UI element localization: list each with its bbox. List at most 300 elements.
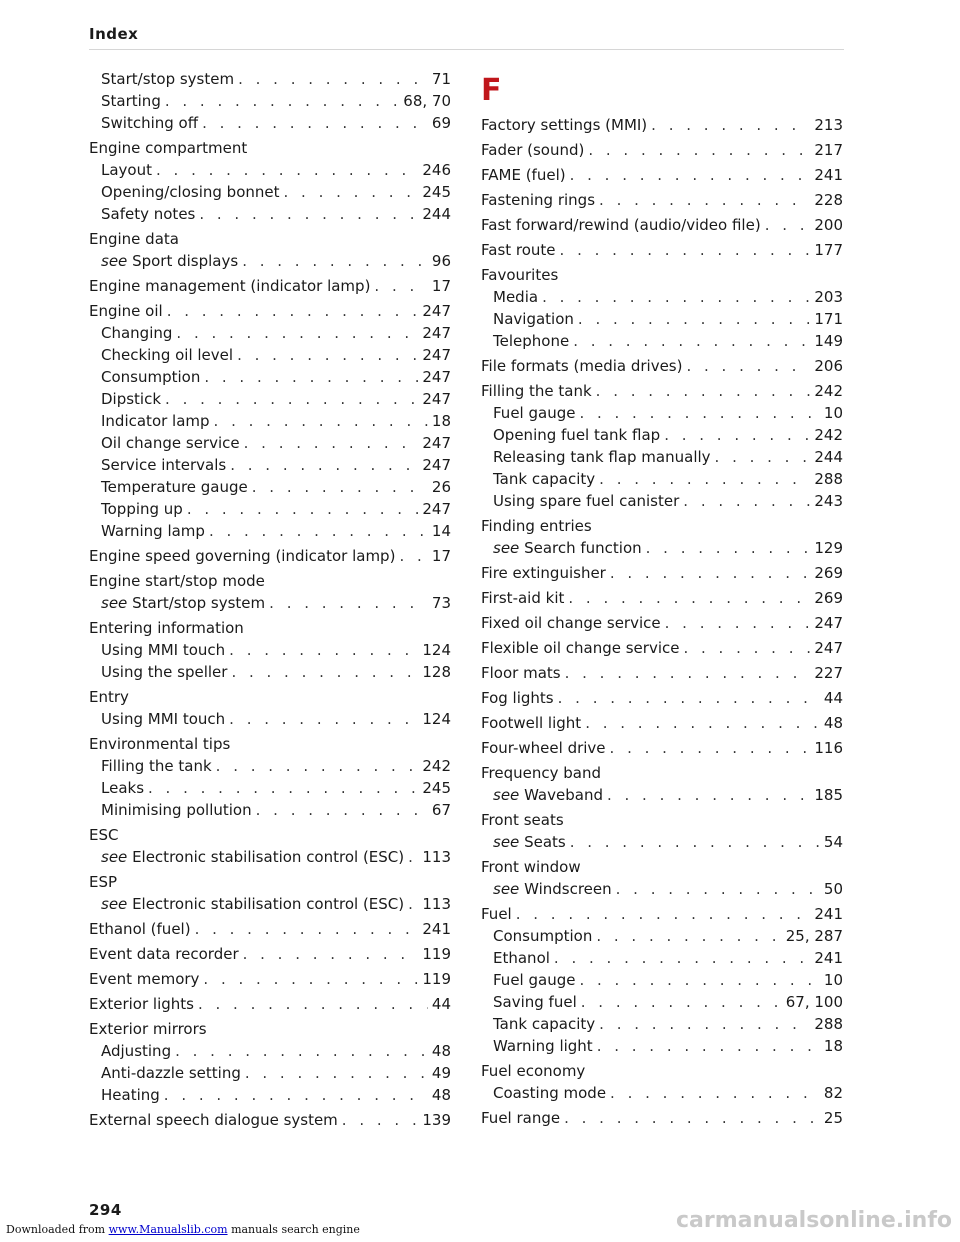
- dot-leader: [229, 708, 418, 730]
- entry-label: [101, 454, 226, 476]
- entry-page: 67: [431, 801, 451, 819]
- index-subentry: [481, 1013, 843, 1035]
- entry-page: 245: [422, 183, 451, 201]
- entry-text: Fastening rings: [481, 191, 596, 209]
- entry-label: [101, 476, 248, 498]
- entry-label: [101, 432, 240, 454]
- index-subentry: [89, 520, 451, 542]
- index-entry: [481, 1107, 843, 1129]
- entry-label: [101, 250, 238, 272]
- entry-text: Event memory: [89, 970, 200, 988]
- entry-label: [493, 424, 660, 446]
- entry-text: Dipstick: [101, 390, 162, 408]
- index-entries-right: [481, 114, 843, 1129]
- dot-leader: [165, 90, 399, 112]
- index-subentry: [89, 388, 451, 410]
- entry-text: Fader (sound): [481, 141, 585, 159]
- dot-leader: [284, 181, 419, 203]
- entry-text: Filling the tank: [101, 757, 212, 775]
- entry-label: [101, 592, 265, 614]
- entry-page: 217: [814, 141, 843, 159]
- entry-text: Indicator lamp: [101, 412, 210, 430]
- entry-text: Fuel gauge: [493, 971, 576, 989]
- entry-page: 247: [422, 500, 451, 518]
- entry-label: [101, 159, 152, 181]
- entry-page: 269: [814, 589, 843, 607]
- entry-text: Switching off: [101, 114, 199, 132]
- entry-label: [101, 777, 144, 799]
- entry-text: Temperature gauge: [101, 478, 248, 496]
- index-subentry: [89, 846, 451, 868]
- index-subentry: [89, 454, 451, 476]
- index-entry: [481, 114, 843, 136]
- dot-leader: [408, 893, 418, 915]
- entry-label: [481, 164, 566, 186]
- entry-page: 228: [814, 191, 843, 209]
- entry-page: 247: [422, 434, 451, 452]
- index-subentry: [481, 286, 843, 308]
- entry-page: 54: [823, 833, 843, 851]
- dot-leader: [599, 189, 810, 211]
- dot-leader: [616, 878, 820, 900]
- entry-page: 288: [814, 1015, 843, 1033]
- section-letter: F: [481, 73, 502, 108]
- entry-label: [481, 139, 584, 161]
- entry-page: 241: [814, 166, 843, 184]
- dot-leader: [237, 344, 418, 366]
- dot-leader: [176, 322, 418, 344]
- index-heading: Entry: [89, 688, 129, 706]
- dot-leader: [165, 388, 418, 410]
- dot-leader: [599, 1013, 810, 1035]
- entry-text: Using MMI touch: [101, 641, 226, 659]
- index-heading: Entering information: [89, 619, 244, 637]
- index-heading: Engine compartment: [89, 139, 248, 157]
- entry-page: 25, 287: [785, 927, 843, 945]
- dot-leader: [765, 214, 811, 236]
- dot-leader: [199, 203, 418, 225]
- entry-label: [481, 239, 556, 261]
- index-subentry: [89, 799, 451, 821]
- dot-leader: [564, 1107, 820, 1129]
- dot-leader: [242, 250, 428, 272]
- entry-page: 48: [823, 714, 843, 732]
- index-entry: [481, 612, 843, 634]
- entry-page: 247: [814, 639, 843, 657]
- index-subentry: [481, 446, 843, 468]
- index-entry: [481, 712, 843, 734]
- dot-leader: [683, 637, 810, 659]
- index-subentry: [89, 708, 451, 730]
- entry-text: Engine management (indicator lamp): [89, 277, 371, 295]
- dot-leader: [244, 432, 419, 454]
- entry-label: [481, 587, 564, 609]
- index-entry: [481, 587, 843, 609]
- entry-text: Tank capacity: [493, 1015, 596, 1033]
- entry-label: [493, 1082, 606, 1104]
- entry-text: Fuel gauge: [493, 404, 576, 422]
- index-entry: [481, 562, 843, 584]
- index-subentry: [481, 878, 843, 900]
- entry-page: 82: [823, 1084, 843, 1102]
- index-subentry: [89, 68, 451, 90]
- dot-leader: [581, 991, 782, 1013]
- entry-page: 247: [814, 614, 843, 632]
- entry-page: 10: [823, 404, 843, 422]
- entry-text: Start/stop system: [132, 594, 266, 612]
- entry-text: Four-wheel drive: [481, 739, 606, 757]
- index-entry: [481, 139, 843, 161]
- index-column-right: [481, 68, 843, 1129]
- entry-page: 18: [431, 412, 451, 430]
- entry-text: Leaks: [101, 779, 145, 797]
- manualslib-link[interactable]: www.Manualslib.com: [108, 1223, 228, 1236]
- index-entry: [89, 545, 451, 567]
- dot-leader: [596, 925, 781, 947]
- entry-page: 124: [422, 641, 451, 659]
- index-entry: [89, 275, 451, 297]
- dot-leader: [610, 562, 811, 584]
- dot-leader: [374, 275, 427, 297]
- entry-label: [89, 545, 395, 567]
- index-entry: [481, 662, 843, 684]
- entry-text: Tank capacity: [493, 470, 596, 488]
- see-reference: see: [493, 786, 520, 804]
- entry-label: [493, 991, 577, 1013]
- dot-leader: [269, 592, 428, 614]
- entry-text: Minimising pollution: [101, 801, 252, 819]
- see-reference: see: [493, 539, 520, 557]
- entry-page: 48: [431, 1042, 451, 1060]
- entry-label: [493, 308, 574, 330]
- index-subentry: [89, 432, 451, 454]
- entry-label: [89, 943, 239, 965]
- dot-leader: [216, 755, 419, 777]
- index-subentry: [89, 476, 451, 498]
- index-subentry: [481, 925, 843, 947]
- dot-leader: [167, 300, 419, 322]
- index-subentry: [89, 112, 451, 134]
- entry-page: 247: [422, 346, 451, 364]
- entry-page: 119: [422, 970, 451, 988]
- entry-page: 50: [823, 880, 843, 898]
- entry-label: [481, 189, 595, 211]
- index-subentry: [89, 344, 451, 366]
- dot-leader: [573, 330, 810, 352]
- index-entry: [481, 189, 843, 211]
- entry-label: [493, 446, 711, 468]
- entry-label: [493, 1035, 593, 1057]
- entry-text: Warning light: [493, 1037, 593, 1055]
- entry-text: Starting: [101, 92, 161, 110]
- entry-text: Factory settings (MMI): [481, 116, 648, 134]
- index-subentry: [481, 991, 843, 1013]
- index-subentry: [481, 947, 843, 969]
- entry-page: 113: [422, 848, 451, 866]
- entry-text: Changing: [101, 324, 173, 342]
- entry-label: [101, 799, 252, 821]
- entry-page: 243: [814, 492, 843, 510]
- entry-label: [493, 490, 679, 512]
- entry-label: [493, 925, 592, 947]
- entry-text: Fire extinguisher: [481, 564, 606, 582]
- index-entry: [89, 918, 451, 940]
- entry-label: [101, 203, 195, 225]
- entry-text: Electronic stabilisation control (ESC): [132, 895, 405, 913]
- entry-label: [481, 214, 761, 236]
- index-heading: Fuel economy: [481, 1062, 586, 1080]
- entry-text: Service intervals: [101, 456, 227, 474]
- index-subentry: [89, 1040, 451, 1062]
- index-subentry: [89, 159, 451, 181]
- entry-text: Filling the tank: [481, 382, 592, 400]
- entry-label: [89, 275, 370, 297]
- dot-leader: [570, 831, 820, 853]
- index-subentry: [89, 181, 451, 203]
- entry-text: Adjusting: [101, 1042, 172, 1060]
- index-subentry: [481, 784, 843, 806]
- entry-page: 213: [814, 116, 843, 134]
- dot-leader: [408, 846, 418, 868]
- entry-page: 67, 100: [785, 993, 843, 1011]
- index-subentry: [89, 203, 451, 225]
- index-heading: Front seats: [481, 811, 564, 829]
- dot-leader: [187, 498, 419, 520]
- dot-leader: [245, 1062, 428, 1084]
- index-subentry: [481, 969, 843, 991]
- entry-label: [493, 286, 538, 308]
- index-entry: [481, 164, 843, 186]
- entry-page: 10: [823, 971, 843, 989]
- entry-text: Oil change service: [101, 434, 240, 452]
- entry-label: [481, 637, 679, 659]
- entry-label: [101, 661, 227, 683]
- entry-label: [481, 612, 661, 634]
- dot-leader: [542, 286, 810, 308]
- index-subentry: [89, 777, 451, 799]
- dot-leader: [164, 1084, 428, 1106]
- entry-label: [101, 112, 198, 134]
- index-heading: Finding entries: [481, 517, 592, 535]
- entry-label: [101, 344, 233, 366]
- entry-text: Waveband: [524, 786, 603, 804]
- entry-page: 14: [431, 522, 451, 540]
- index-entry: [89, 943, 451, 965]
- entry-page: 185: [814, 786, 843, 804]
- index-subentry: [89, 250, 451, 272]
- index-subentry: [481, 424, 843, 446]
- index-heading: ESP: [89, 873, 118, 891]
- entry-page: 177: [814, 241, 843, 259]
- entry-label: [101, 68, 234, 90]
- index-entry: [481, 737, 843, 759]
- entry-page: 26: [431, 478, 451, 496]
- entry-text: Sport displays: [132, 252, 239, 270]
- entry-page: 71: [431, 70, 451, 88]
- index-entry: [89, 993, 451, 1015]
- entry-label: [493, 831, 566, 853]
- index-subentry: [481, 490, 843, 512]
- dot-leader: [230, 454, 418, 476]
- entry-page: 68, 70: [403, 92, 451, 110]
- entry-page: 116: [814, 739, 843, 757]
- entry-text: Floor mats: [481, 664, 561, 682]
- dot-leader: [651, 114, 810, 136]
- see-reference: see: [101, 895, 128, 913]
- index-subentry: [481, 831, 843, 853]
- entry-page: 241: [814, 949, 843, 967]
- dot-leader: [148, 777, 418, 799]
- index-entry: [481, 903, 843, 925]
- entry-page: 124: [422, 710, 451, 728]
- entry-page: 171: [814, 310, 843, 328]
- entry-page: 113: [422, 895, 451, 913]
- dot-leader: [156, 159, 418, 181]
- entry-text: Ethanol: [493, 949, 550, 967]
- entry-text: Navigation: [493, 310, 574, 328]
- dot-leader: [686, 355, 810, 377]
- index-subentry: [481, 1082, 843, 1104]
- dot-leader: [175, 1040, 428, 1062]
- entry-label: [481, 662, 561, 684]
- index-subentry: [89, 755, 451, 777]
- entry-label: [101, 181, 280, 203]
- index-subentry: [89, 410, 451, 432]
- entry-page: 129: [814, 539, 843, 557]
- entry-text: Event data recorder: [89, 945, 239, 963]
- dot-leader: [664, 424, 810, 446]
- entry-label: [101, 366, 200, 388]
- index-heading: Engine data: [89, 230, 179, 248]
- index-entry: [481, 380, 843, 402]
- entry-page: 245: [422, 779, 451, 797]
- entry-label: [493, 1013, 595, 1035]
- dot-leader: [570, 164, 811, 186]
- entry-text: Safety notes: [101, 205, 196, 223]
- index-subentry: [481, 537, 843, 559]
- entry-page: 288: [814, 470, 843, 488]
- dot-leader: [209, 520, 428, 542]
- footer-suffix: manuals search engine: [231, 1223, 360, 1236]
- entry-text: Engine speed governing (indicator lamp): [89, 547, 396, 565]
- download-footer: [6, 1223, 360, 1236]
- see-reference: see: [101, 848, 128, 866]
- index-entry: [89, 968, 451, 990]
- entry-text: Anti-dazzle setting: [101, 1064, 241, 1082]
- entry-page: 25: [823, 1109, 843, 1127]
- entry-page: 48: [431, 1086, 451, 1104]
- dot-leader: [607, 784, 810, 806]
- footer-prefix: Downloaded from: [6, 1223, 106, 1236]
- entry-text: Coasting mode: [493, 1084, 607, 1102]
- entry-page: 73: [431, 594, 451, 612]
- entry-text: Telephone: [493, 332, 570, 350]
- see-reference: see: [493, 880, 520, 898]
- dot-leader: [579, 402, 819, 424]
- index-entry: [481, 355, 843, 377]
- index-subentry: [481, 468, 843, 490]
- dot-leader: [399, 545, 427, 567]
- dot-leader: [599, 468, 810, 490]
- entry-label: [89, 918, 191, 940]
- dot-leader: [560, 239, 811, 261]
- index-subentry: [481, 1035, 843, 1057]
- entry-page: 139: [422, 1111, 451, 1129]
- dot-leader: [597, 1035, 820, 1057]
- entry-label: [493, 468, 595, 490]
- index-entry: [89, 1109, 451, 1131]
- see-reference: see: [101, 594, 128, 612]
- entry-page: 247: [422, 456, 451, 474]
- entry-text: Opening/closing bonnet: [101, 183, 280, 201]
- entry-label: [101, 846, 404, 868]
- entry-page: 44: [431, 995, 451, 1013]
- index-heading: Frequency band: [481, 764, 601, 782]
- entry-text: Flexible oil change service: [481, 639, 680, 657]
- entry-text: Using spare fuel canister: [493, 492, 680, 510]
- entry-text: Opening fuel tank flap: [493, 426, 661, 444]
- entry-page: 227: [814, 664, 843, 682]
- entry-text: Heating: [101, 1086, 160, 1104]
- page-header: [89, 22, 844, 50]
- dot-leader: [252, 476, 428, 498]
- entry-label: [101, 322, 172, 344]
- see-reference: see: [101, 252, 128, 270]
- entry-text: Seats: [524, 833, 566, 851]
- dot-leader: [204, 366, 418, 388]
- entry-page: 206: [814, 357, 843, 375]
- index-entry: [481, 687, 843, 709]
- index-subentry: [481, 308, 843, 330]
- entry-text: Fuel: [481, 905, 512, 923]
- entry-page: 247: [422, 302, 451, 320]
- entry-text: Start/stop system: [101, 70, 235, 88]
- entry-page: 17: [431, 277, 451, 295]
- entry-label: [101, 755, 212, 777]
- dot-leader: [516, 903, 811, 925]
- entry-text: Windscreen: [524, 880, 612, 898]
- dot-leader: [214, 410, 428, 432]
- entry-page: 269: [814, 564, 843, 582]
- entry-label: [101, 1040, 171, 1062]
- entry-label: [101, 1084, 160, 1106]
- entry-label: [481, 562, 606, 584]
- entry-page: 96: [431, 252, 451, 270]
- entry-label: [493, 402, 575, 424]
- entry-page: 49: [431, 1064, 451, 1082]
- entry-text: Warning lamp: [101, 522, 205, 540]
- entry-label: [481, 737, 606, 759]
- entry-page: 44: [823, 689, 843, 707]
- entry-text: Footwell light: [481, 714, 582, 732]
- dot-leader: [610, 1082, 820, 1104]
- entry-page: 119: [422, 945, 451, 963]
- watermark: carmanualsonline.info: [676, 1208, 952, 1233]
- index-column-left: [89, 68, 451, 1131]
- entry-text: Ethanol (fuel): [89, 920, 191, 938]
- entry-label: [481, 355, 682, 377]
- entry-page: 242: [422, 757, 451, 775]
- entry-text: Exterior lights: [89, 995, 194, 1013]
- entry-label: [481, 380, 592, 402]
- index-heading: Favourites: [481, 266, 559, 284]
- entry-text: Fuel range: [481, 1109, 561, 1127]
- entry-label: [101, 90, 161, 112]
- index-subentry: [89, 639, 451, 661]
- dot-leader: [195, 918, 419, 940]
- page-title: Index: [89, 25, 139, 43]
- entry-text: Consumption: [101, 368, 201, 386]
